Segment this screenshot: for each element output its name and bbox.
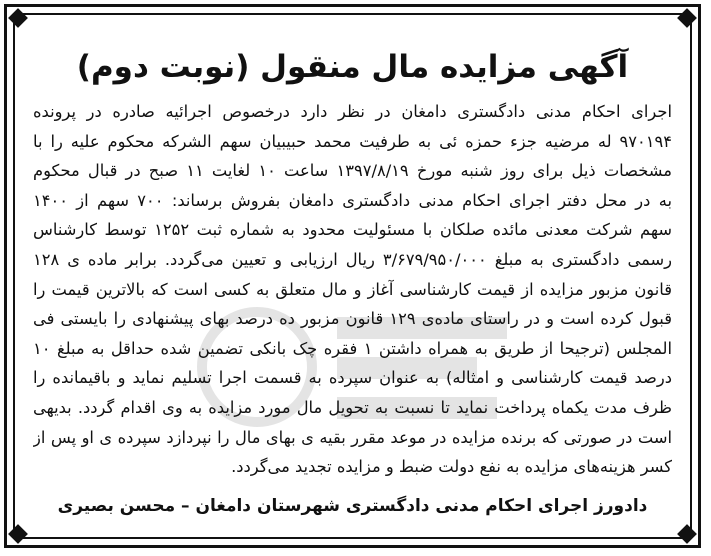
body-line: قانون مزبور مزایده از قیمت کارشناسی آغاز و مال متعلق به کسی است که بالاترین قیمت را <box>33 279 672 299</box>
notice-body <box>33 97 672 482</box>
body-line: سهم شرکت معدنی مائده صلکان با مسئولیت محدود به شماره ثبت ۱۲۵۲ توسط کارشناس <box>33 220 672 240</box>
body-line: درصد قیمت کارشناسی و امثاله) به عنوان سپرده به قسمت اجرا تسلیم نماید و باقیمانده را <box>33 368 672 388</box>
notice-frame <box>4 4 701 548</box>
notice-title: آگهی مزایده مال منقول (نوبت دوم) <box>76 49 629 85</box>
body-line: ظرف مدت یکماه پرداخت نماید تا نسبت به تحویل مال مورد مزایده به وی اقدام گردد. بدیهی <box>33 397 672 417</box>
body-line: به در محل دفتر اجرای احکام مدنی دادگستری دامغان بفروش برساند: ۷۰۰ سهم از ۱۴۰۰ <box>33 190 672 210</box>
body-line: قبول کرده است و در راستای ماده‌ی ۱۲۹ قانون مزبور ده درصد بهای پیشنهادی را بایستی فی <box>33 309 672 329</box>
body-line: ۹۷۰۱۹۴ له مرضیه جزء حمزه ئی به طرفیت محمد حبیبیان سهم الشرکه محکوم علیه را با <box>33 131 672 151</box>
notice-signature: دادورز اجرای احکام مدنی دادگستری شهرستان دامغان – محسن بصیری <box>57 495 648 516</box>
body-line: اجرای احکام مدنی دادگستری دامغان در نظر دارد درخصوص اجرائیه صادره در پرونده <box>33 102 672 121</box>
body-line: کسر هزینه‌های مزایده به نفع دولت ضبط و مزایده تجدید می‌گردد. <box>231 457 672 477</box>
body-line: مشخصات ذیل برای روز شنبه مورخ ۱۳۹۷/۸/۱۹ ساعت ۱۰ لغایت ۱۱ صبح در قبال محکوم <box>33 161 672 181</box>
notice-content <box>33 19 672 535</box>
body-line: رسمی دادگستری به مبلغ ۳/۶۷۹/۹۵۰/۰۰۰ ریال ارزیابی و تعیین می‌گردد. برابر ماده ی ۱۲۸ <box>33 249 672 269</box>
body-line: المجلس (ترجیحا از طریق به همراه داشتن ۱ فقره چک بانکی تضمین شده حداقل به مبلغ ۱۰ <box>33 338 672 358</box>
body-line: است در صورتی که برنده مزایده در موعد مقرر بقیه ی بهای مال را نپردازد سپرده ی او پس از <box>33 427 672 447</box>
